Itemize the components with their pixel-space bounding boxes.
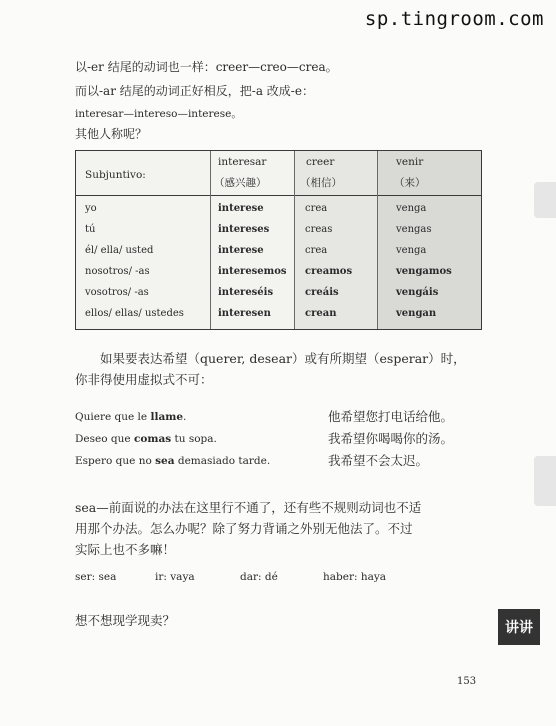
page-edge-tab — [534, 182, 556, 218]
paragraph-line: 如果要表达希望（querer, desear）或有所期望（esperar）时， — [100, 351, 466, 366]
example-spanish — [75, 411, 186, 423]
example-verb: sea — [155, 455, 175, 467]
paragraph-line: 用那个办法。怎么办呢？除了努力背诵之外别无他法了。不过 — [75, 521, 413, 536]
row-person: él/ ella/ usted — [85, 245, 154, 256]
row-form: crea — [305, 245, 328, 256]
row-form: crea — [305, 203, 328, 214]
row-form: interesemos — [218, 266, 287, 277]
row-form: interese — [218, 203, 264, 214]
section-tab-label: 讲讲 — [505, 620, 533, 636]
example-text: demasiado tarde. — [174, 455, 271, 467]
row-form: creamos — [305, 266, 353, 277]
row-form: interese — [218, 245, 264, 256]
column-shade-venir — [377, 151, 481, 329]
column-divider-3 — [377, 151, 378, 329]
verb-meaning: （来） — [394, 177, 426, 189]
example-chinese: 我希望你喝喝你的汤。 — [328, 431, 454, 446]
intro-line-1: 以-er 结尾的动词也一样：creer—creo—crea。 — [75, 60, 338, 74]
row-form: vengamos — [396, 266, 452, 277]
row-form: creáis — [305, 287, 339, 298]
irregular-form: haber: haya — [323, 571, 387, 583]
intro-line-4: 其他人称呢？ — [75, 127, 148, 141]
paragraph-irregular — [75, 497, 487, 560]
row-form: venga — [396, 245, 427, 256]
table-corner-label: Subjuntivo: — [85, 169, 146, 181]
paragraph-line: 你非得使用虚拟式不可： — [75, 372, 213, 387]
closing-question: 想不想现学现卖？ — [75, 613, 176, 628]
row-form: crean — [305, 308, 337, 319]
row-person: ellos/ ellas/ ustedes — [85, 308, 184, 319]
row-form: creas — [305, 224, 333, 235]
row-form: vengáis — [396, 287, 439, 298]
example-text: Deseo que — [75, 433, 134, 445]
row-person: nosotros/ -as — [85, 266, 150, 277]
paragraph-line: 实际上也不多嘛！ — [75, 542, 176, 557]
example-text: . — [183, 411, 187, 423]
subjunctive-table — [75, 150, 482, 330]
example-chinese: 他希望您打电话给他。 — [328, 409, 454, 424]
intro-line-3: interesar—intereso—interese。 — [75, 108, 242, 120]
verb-infinitive: venir — [396, 156, 424, 168]
row-form: vengas — [396, 224, 432, 235]
paragraph-line: sea—前面说的办法在这里行不通了，还有些不规则动词也不适 — [75, 500, 422, 515]
row-form: vengan — [396, 308, 437, 319]
row-form: intereses — [218, 224, 270, 235]
column-divider-1 — [210, 151, 211, 329]
row-person: tú — [85, 224, 96, 235]
column-divider-2 — [294, 151, 295, 329]
example-text: Espero que no — [75, 455, 156, 467]
example-text: Quiere que le — [75, 411, 151, 423]
irregular-form: ir: vaya — [155, 571, 195, 583]
row-form: intereséis — [218, 287, 274, 298]
irregular-form: dar: dé — [240, 571, 278, 583]
verb-meaning: （相信） — [300, 177, 342, 189]
watermark: sp.tingroom.com — [364, 8, 544, 30]
verb-infinitive: creer — [306, 156, 335, 168]
paragraph-wish — [75, 348, 487, 390]
row-person: vosotros/ -as — [85, 287, 149, 298]
intro-line-2: 而以-ar 结尾的动词正好相反，把-a 改成-e： — [75, 84, 314, 98]
row-person: yo — [85, 203, 97, 214]
row-form: venga — [396, 203, 427, 214]
example-verb: llame — [150, 411, 184, 423]
page-number: 153 — [457, 676, 477, 687]
section-tab — [498, 609, 540, 645]
page-edge-tab — [534, 456, 556, 506]
verb-meaning: （感兴趣） — [214, 177, 267, 189]
example-spanish — [75, 455, 270, 467]
header-divider — [76, 195, 481, 196]
row-form: interesen — [218, 308, 271, 319]
example-spanish — [75, 433, 217, 445]
example-verb: comas — [133, 433, 172, 445]
example-text: tu sopa. — [171, 433, 217, 445]
verb-infinitive: interesar — [218, 156, 267, 168]
example-chinese: 我希望不会太迟。 — [328, 453, 429, 468]
irregular-form: ser: sea — [75, 571, 117, 583]
